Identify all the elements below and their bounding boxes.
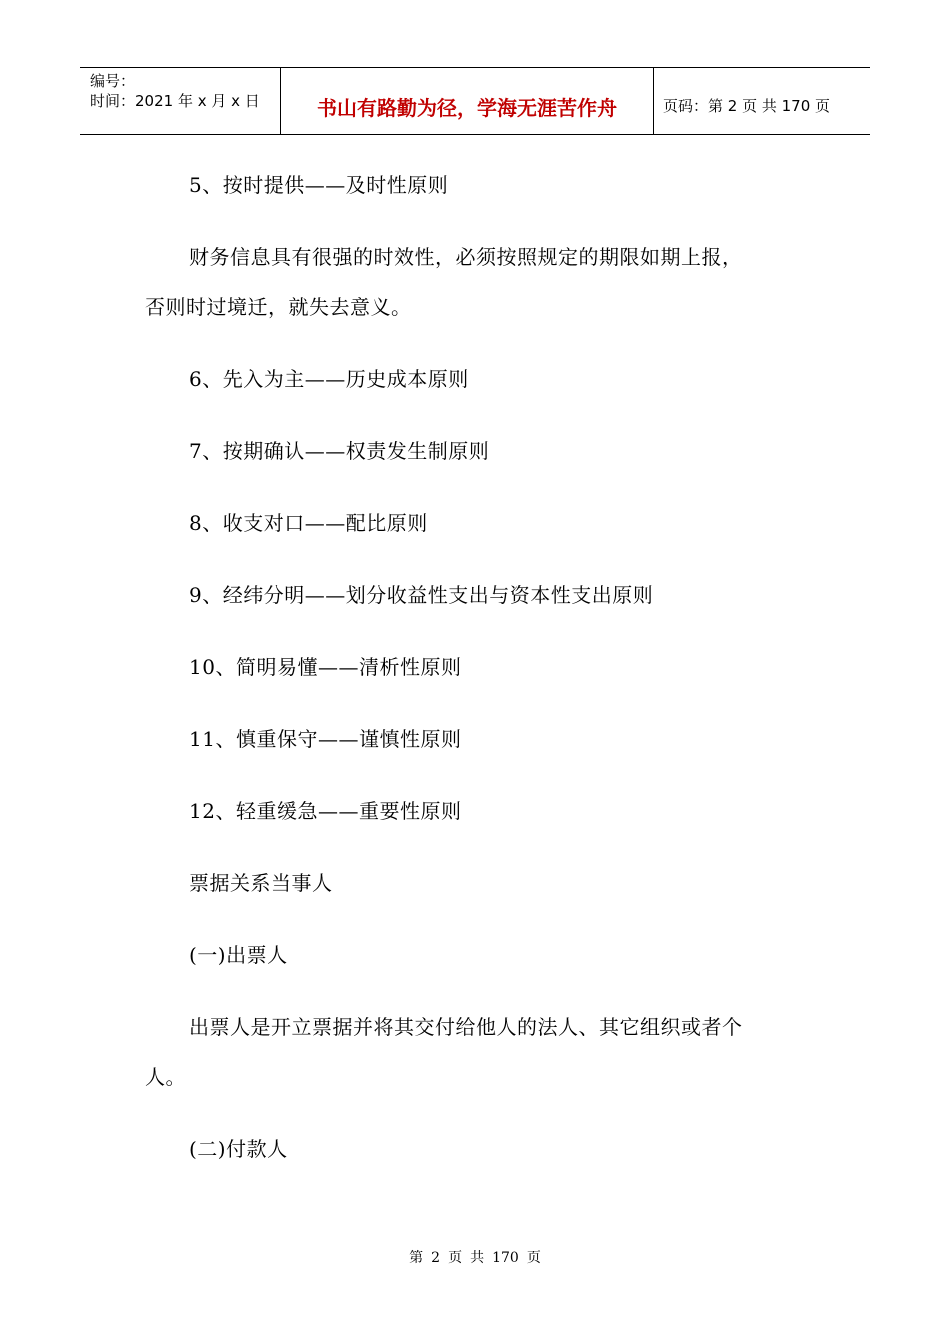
body-line: 11、慎重保守——谨慎性原则 bbox=[189, 727, 462, 751]
body-line: 5、按时提供——及时性原则 bbox=[189, 173, 449, 197]
page-header bbox=[80, 67, 870, 135]
body-line: 12、轻重缓急——重要性原则 bbox=[189, 799, 462, 823]
body-line: 票据关系当事人 bbox=[189, 871, 333, 895]
header-right-cell bbox=[654, 68, 870, 134]
body-line: 否则时过境迁，就失去意义。 bbox=[145, 295, 412, 319]
footer-text: 页 bbox=[448, 1250, 463, 1266]
footer-current-page: 2 bbox=[431, 1250, 441, 1266]
page-footer bbox=[0, 1247, 950, 1267]
document-number-label: 编号： bbox=[90, 72, 136, 90]
body-line: 财务信息具有很强的时效性，必须按照规定的期限如期上报， bbox=[189, 245, 743, 269]
footer-text: 共 bbox=[470, 1250, 485, 1266]
header-page-number: 页码：第 2 页 共 170 页 bbox=[663, 97, 831, 115]
body-line: 7、按期确认——权责发生制原则 bbox=[189, 439, 490, 463]
header-motto: 书山有路勤为径，学海无涯苦作舟 bbox=[317, 96, 617, 120]
footer-text: 页 bbox=[526, 1250, 541, 1266]
footer-text: 第 bbox=[409, 1250, 424, 1266]
body-line: (一)出票人 bbox=[189, 943, 288, 967]
body-line: (二)付款人 bbox=[189, 1137, 288, 1161]
body-line: 出票人是开立票据并将其交付给他人的法人、其它组织或者个 bbox=[189, 1015, 743, 1039]
body-line: 人。 bbox=[145, 1065, 186, 1089]
document-date-label: 时间：2021 年 x 月 x 日 bbox=[90, 92, 260, 110]
body-line: 8、收支对口——配比原则 bbox=[189, 511, 428, 535]
header-left-cell bbox=[80, 68, 281, 134]
header-motto-cell bbox=[281, 68, 654, 134]
body-line: 10、简明易懂——清析性原则 bbox=[189, 655, 462, 679]
footer-total-pages: 170 bbox=[492, 1250, 519, 1266]
body-line: 6、先入为主——历史成本原则 bbox=[189, 367, 469, 391]
body-line: 9、经纬分明——划分收益性支出与资本性支出原则 bbox=[189, 583, 654, 607]
